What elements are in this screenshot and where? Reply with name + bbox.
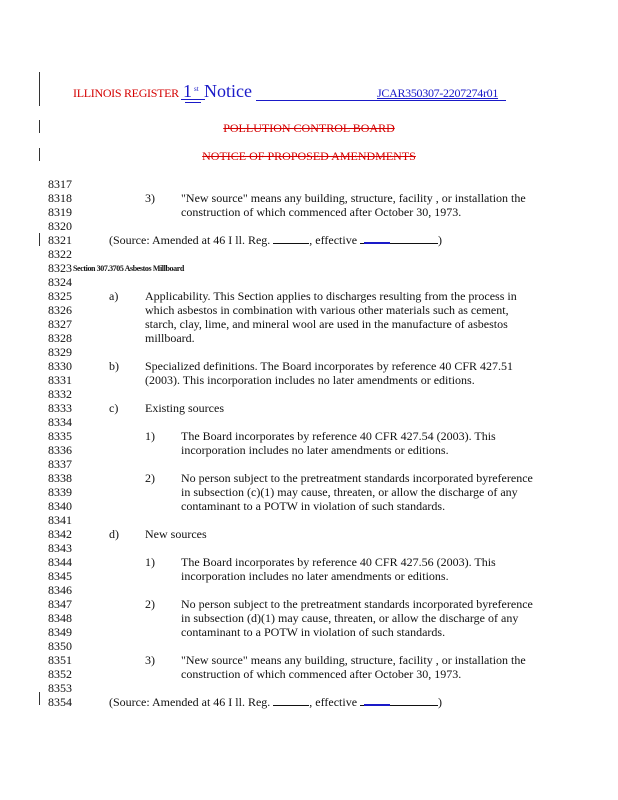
paragraph-text: No person subject to the pretreatment standards incorporated byreference: [181, 597, 533, 611]
item-label: c): [109, 401, 119, 415]
paragraph-text: The Board incorporates by reference 40 CFR 427.54 (2003). This: [181, 429, 496, 443]
reg-blank: [273, 695, 309, 706]
paragraph-text: New sources: [145, 527, 207, 541]
line-number: 8327: [48, 317, 72, 331]
paragraph-text: construction of which commenced after October 30, 1973.: [181, 667, 462, 681]
line-number: 8348: [48, 611, 72, 625]
register-label: ILLINOIS REGISTER: [73, 86, 179, 100]
paragraph-text: contaminant to a POTW in violation of such standards.: [181, 625, 446, 639]
item-label: 3): [145, 191, 155, 205]
section-heading: Section 307.3705 Asbestos Millboard: [73, 264, 184, 273]
line-number: 8326: [48, 303, 72, 317]
paragraph-text: Specialized definitions. The Board incorporates by reference 40 CFR 427.51: [145, 359, 514, 373]
change-bar: [39, 233, 40, 246]
line-number: 8338: [48, 471, 72, 485]
notice-title: NOTICE OF PROPOSED AMENDMENTS: [202, 149, 416, 163]
line-number: 8321: [48, 233, 72, 247]
item-label: b): [109, 359, 119, 373]
line-number: 8353: [48, 681, 72, 695]
change-bar: [39, 692, 40, 705]
issue-number-suffix: st: [194, 85, 199, 93]
paragraph-text: incorporation includes no later amendments or editions.: [181, 443, 449, 457]
paragraph-text: construction of which commenced after October 30, 1973.: [181, 205, 462, 219]
item-label: a): [109, 289, 119, 303]
change-bar: [39, 72, 40, 106]
line-number: 8320: [48, 219, 72, 233]
line-number: 8334: [48, 415, 72, 429]
board-title: POLLUTION CONTROL BOARD: [223, 121, 395, 135]
effective-blank: [360, 233, 438, 244]
line-number: 8328: [48, 331, 72, 345]
paragraph-text: "New source" means any building, structure, facility , or installation the: [181, 653, 526, 667]
line-number: 8329: [48, 345, 72, 359]
paragraph-text: Applicability. This Section applies to discharges resulting from the process in: [145, 289, 517, 303]
line-number: 8322: [48, 247, 72, 261]
item-label: d): [109, 527, 119, 541]
line-number: 8340: [48, 499, 72, 513]
notice-label: Notice: [204, 81, 252, 101]
line-number: 8354: [48, 695, 72, 709]
line-number: 8331: [48, 373, 72, 387]
line-number: 8347: [48, 597, 72, 611]
line-number: 8330: [48, 359, 72, 373]
paragraph-text: contaminant to a POTW in violation of such standards.: [181, 499, 446, 513]
line-number: 8336: [48, 443, 72, 457]
effective-blank: [360, 695, 438, 706]
paragraph-text: "New source" means any building, structure, facility , or installation the: [181, 191, 526, 205]
line-number: 8346: [48, 583, 72, 597]
line-number: 8324: [48, 275, 72, 289]
paragraph-text: incorporation includes no later amendments or editions.: [181, 569, 449, 583]
line-number: 8350: [48, 639, 72, 653]
line-number: 8351: [48, 653, 72, 667]
reg-blank: [273, 233, 309, 244]
line-number: 8344: [48, 555, 72, 569]
inserted-mark: [364, 242, 390, 244]
source-note: (Source: Amended at 46 I ll. Reg. , effective ): [109, 233, 443, 247]
item-label: 1): [145, 555, 155, 569]
line-number: 8317: [48, 177, 72, 191]
paragraph-text: The Board incorporates by reference 40 CFR 427.56 (2003). This: [181, 555, 496, 569]
paragraph-text: in subsection (c)(1) may cause, threaten, or allow the discharge of any: [181, 485, 518, 499]
line-number: 8352: [48, 667, 72, 681]
item-label: 1): [145, 429, 155, 443]
line-number: 8319: [48, 205, 72, 219]
paragraph-text: starch, clay, lime, and mineral wool are used in the manufacture of asbestos: [145, 317, 508, 331]
item-label: 2): [145, 597, 155, 611]
item-label: 3): [145, 653, 155, 667]
line-number: 8342: [48, 527, 72, 541]
line-number: 8345: [48, 569, 72, 583]
paragraph-text: (2003). This incorporation includes no later amendments or editions.: [145, 373, 475, 387]
inserted-mark: [364, 704, 390, 706]
inserted-rule: [181, 99, 205, 100]
line-number: 8343: [48, 541, 72, 555]
line-number: 8339: [48, 485, 72, 499]
line-number: 8333: [48, 401, 72, 415]
line-number: 8349: [48, 625, 72, 639]
line-number: 8325: [48, 289, 72, 303]
line-number: 8335: [48, 429, 72, 443]
issue-number: 1: [183, 81, 192, 101]
paragraph-text: in subsection (d)(1) may cause, threaten, or allow the discharge of any: [181, 611, 519, 625]
line-number: 8318: [48, 191, 72, 205]
line-number: 8341: [48, 513, 72, 527]
paragraph-text: which asbestos in combination with various other materials such as cement,: [145, 303, 509, 317]
source-note: (Source: Amended at 46 I ll. Reg. , effective ): [109, 695, 443, 709]
paragraph-text: Existing sources: [145, 401, 224, 415]
paragraph-text: millboard.: [145, 331, 195, 345]
inserted-rule: [185, 102, 201, 103]
line-number: 8332: [48, 387, 72, 401]
item-label: 2): [145, 471, 155, 485]
line-number: 8337: [48, 457, 72, 471]
line-number: 8323: [48, 261, 72, 275]
jcar-code: JCAR350307-2207274r01: [377, 86, 499, 100]
paragraph-text: No person subject to the pretreatment standards incorporated byreference: [181, 471, 533, 485]
